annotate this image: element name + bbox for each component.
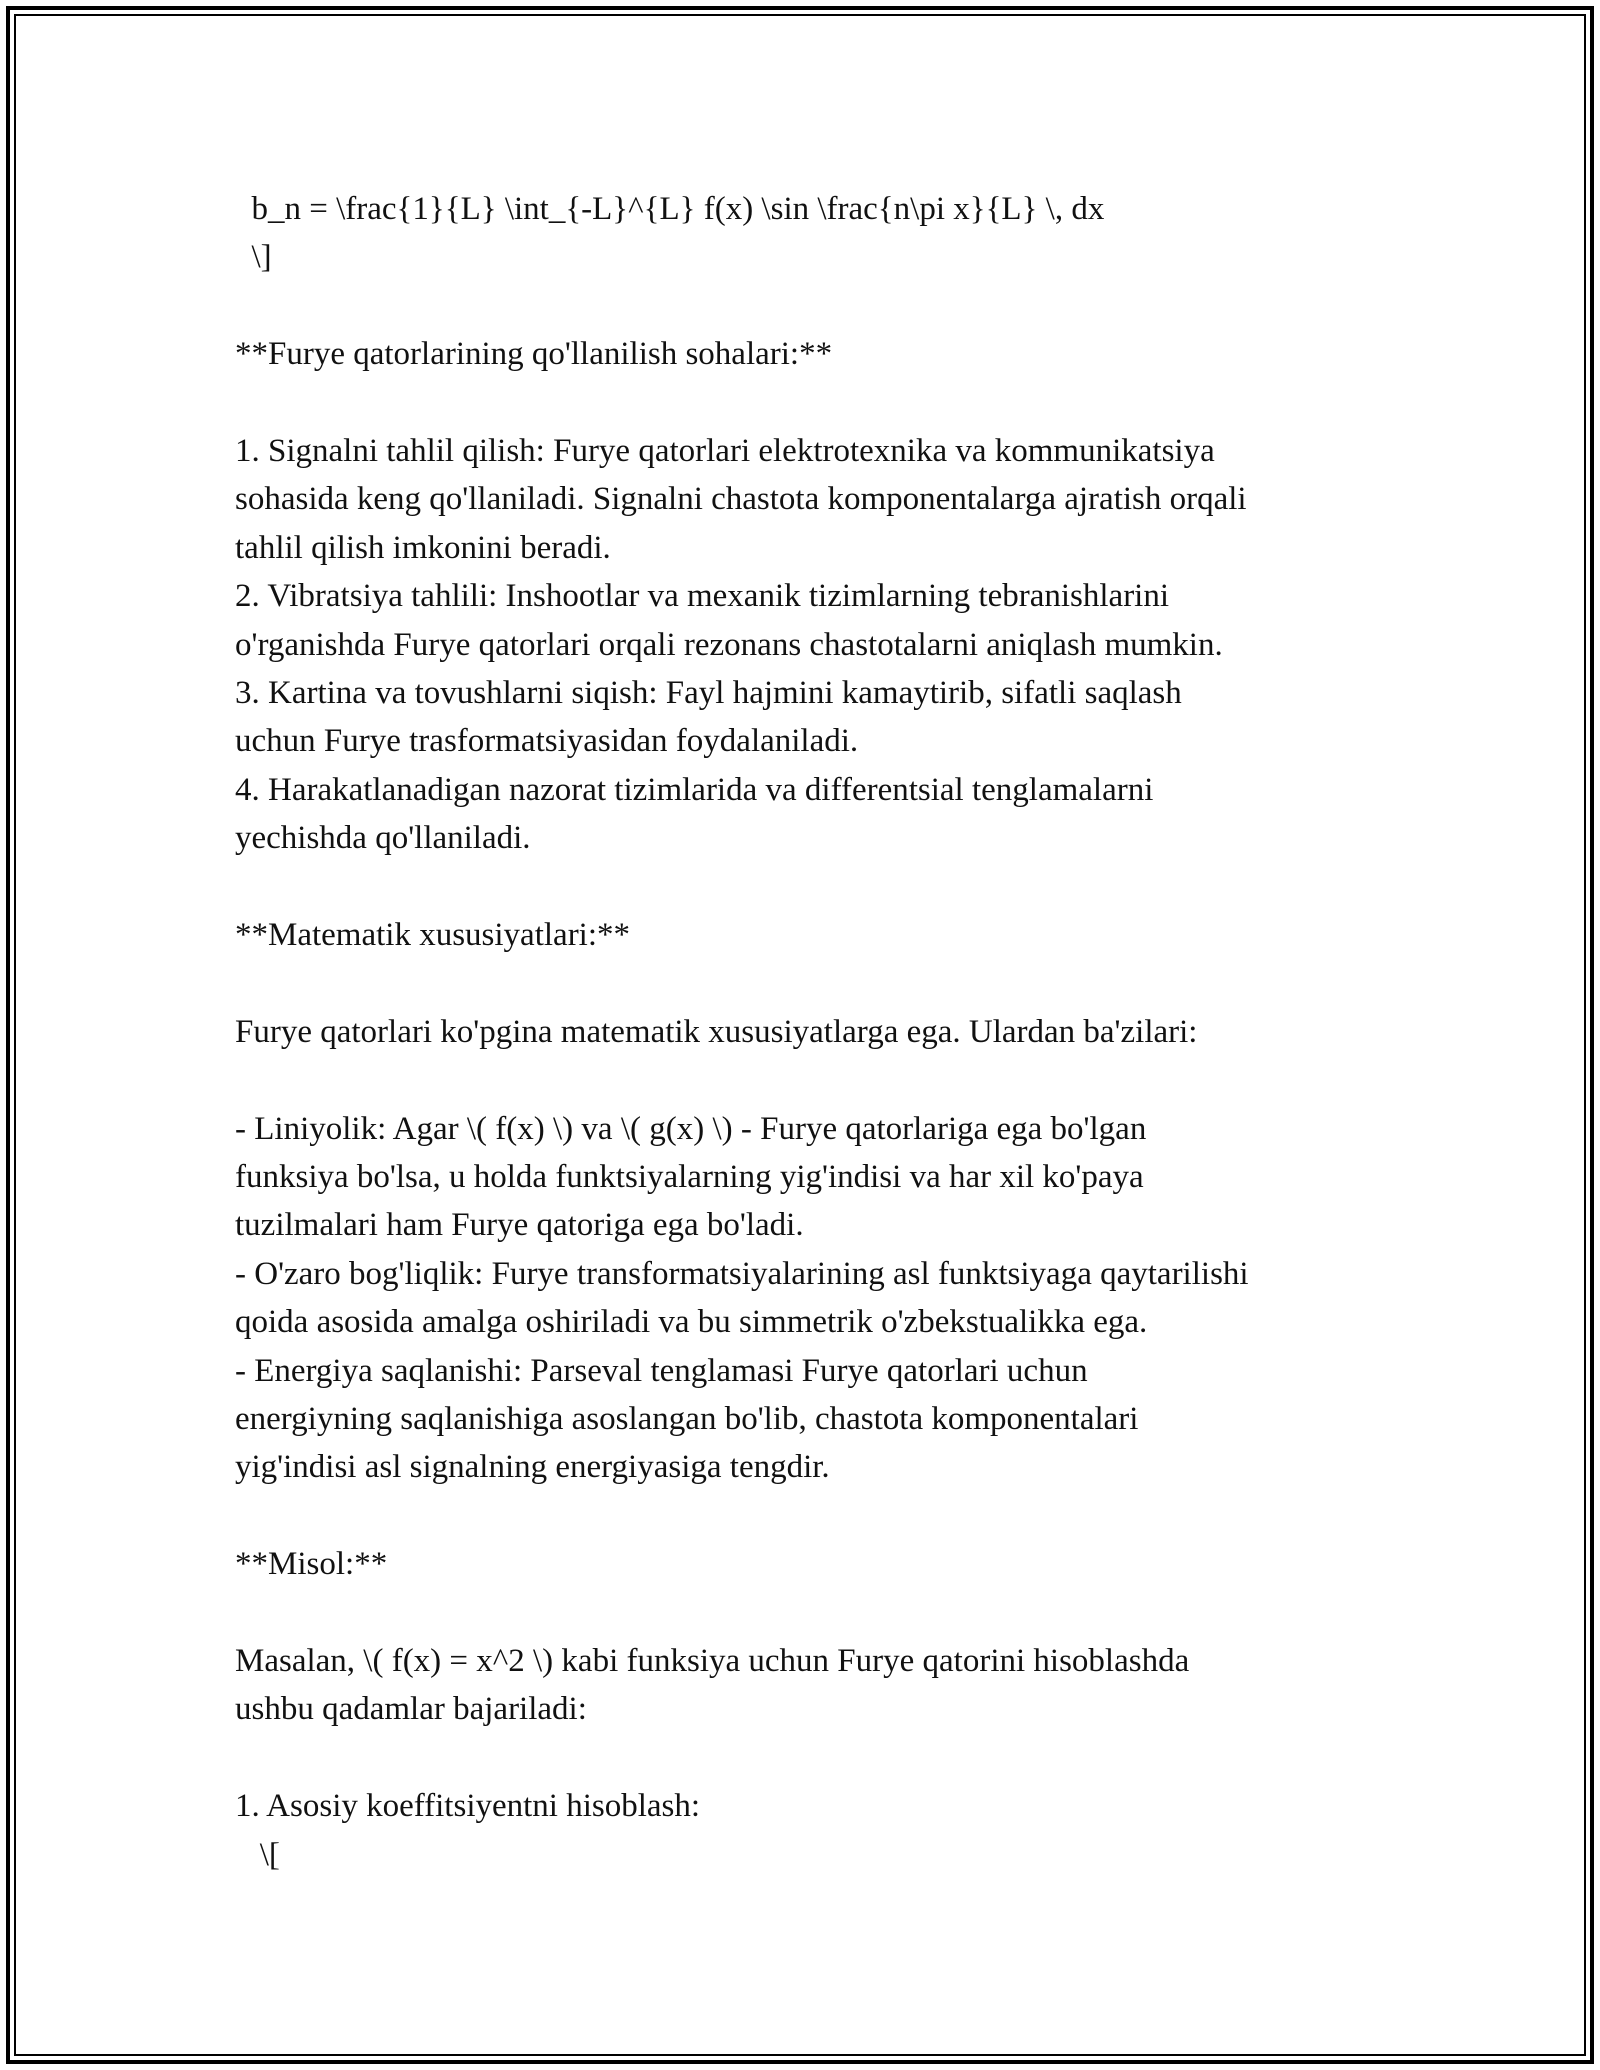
blank-line — [235, 959, 1395, 1007]
blank-line — [235, 379, 1395, 427]
text-line: 1. Asosiy koeffitsiyentni hisoblash: — [235, 1788, 701, 1825]
text-line: b_n = \frac{1}{L} \int_{-L}^{L} f(x) \sin \frac{n\pi x}{L} \, dx — [235, 191, 1105, 227]
text-line: yig'indisi asl signalning energiyasiga tengdir. — [235, 1449, 830, 1486]
text-line: tuzilmalari ham Furye qatoriga ega bo'ladi. — [235, 1207, 804, 1244]
text-line: o'rganishda Furye qatorlari orqali rezonans chastotalarni aniqlash mumkin. — [235, 626, 1223, 663]
blank-line — [235, 1492, 1395, 1540]
text-line: 4. Harakatlanadigan nazorat tizimlarida va differentsial tenglamalarni — [235, 771, 1154, 808]
text-line: yechishda qo'llaniladi. — [235, 820, 531, 857]
text-line: \[ — [235, 1836, 280, 1873]
text-line: **Matematik xususiyatlari:** — [235, 917, 631, 954]
blank-line — [235, 1734, 1395, 1782]
text-line: Furye qatorlari ko'pgina matematik xususiyatlarga ega. Ulardan ba'zilari: — [235, 1013, 1198, 1050]
text-line: **Misol:** — [235, 1546, 388, 1583]
text-line: **Furye qatorlarining qo'llanilish sohalari:** — [235, 336, 833, 373]
text-line: - Energiya saqlanishi: Parseval tenglamasi Furye qatorlari uchun — [235, 1352, 1088, 1389]
text-line: qoida asosida amalga oshiriladi va bu simmetrik o'zbekstualikka ega. — [235, 1304, 1148, 1341]
text-line: \] — [235, 239, 272, 276]
text-line: Masalan, \( f(x) = x^2 \) kabi funksiya uchun Furye qatorini hisoblashda — [235, 1643, 1190, 1680]
blank-line — [235, 1056, 1395, 1104]
text-line: tahlil qilish imkonini beradi. — [235, 529, 611, 566]
text-line: energiyning saqlanishiga asoslangan bo'lib, chastota komponentalari — [235, 1401, 1139, 1438]
text-line: sohasida keng qo'llaniladi. Signalni chastota komponentalarga ajratish orqali — [235, 481, 1247, 518]
text-line: funksiya bo'lsa, u holda funktsiyalarning yig'indisi va har xil ko'paya — [235, 1159, 1144, 1196]
blank-line — [235, 1589, 1395, 1637]
blank-line — [235, 282, 1395, 330]
text-line: - O'zaro bog'liqlik: Furye transformatsiyalarining asl funktsiyaga qaytarilishi — [235, 1255, 1249, 1292]
text-line: - Liniyolik: Agar \( f(x) \) va \( g(x) \) - Furye qatorlariga ega bo'lgan — [235, 1110, 1147, 1147]
document-body — [235, 185, 1395, 1879]
text-line: 1. Signalni tahlil qilish: Furye qatorlari elektrotexnika va kommunikatsiya — [235, 433, 1215, 469]
text-line: 2. Vibratsiya tahlili: Inshootlar va mexanik tizimlarning tebranishlarini — [235, 578, 1170, 615]
blank-line — [235, 863, 1395, 911]
text-line: uchun Furye trasformatsiyasidan foydalaniladi. — [235, 723, 859, 760]
text-line: ushbu qadamlar bajariladi: — [235, 1691, 587, 1728]
text-line: 3. Kartina va tovushlarni siqish: Fayl hajmini kamaytirib, sifatli saqlash — [235, 675, 1182, 712]
